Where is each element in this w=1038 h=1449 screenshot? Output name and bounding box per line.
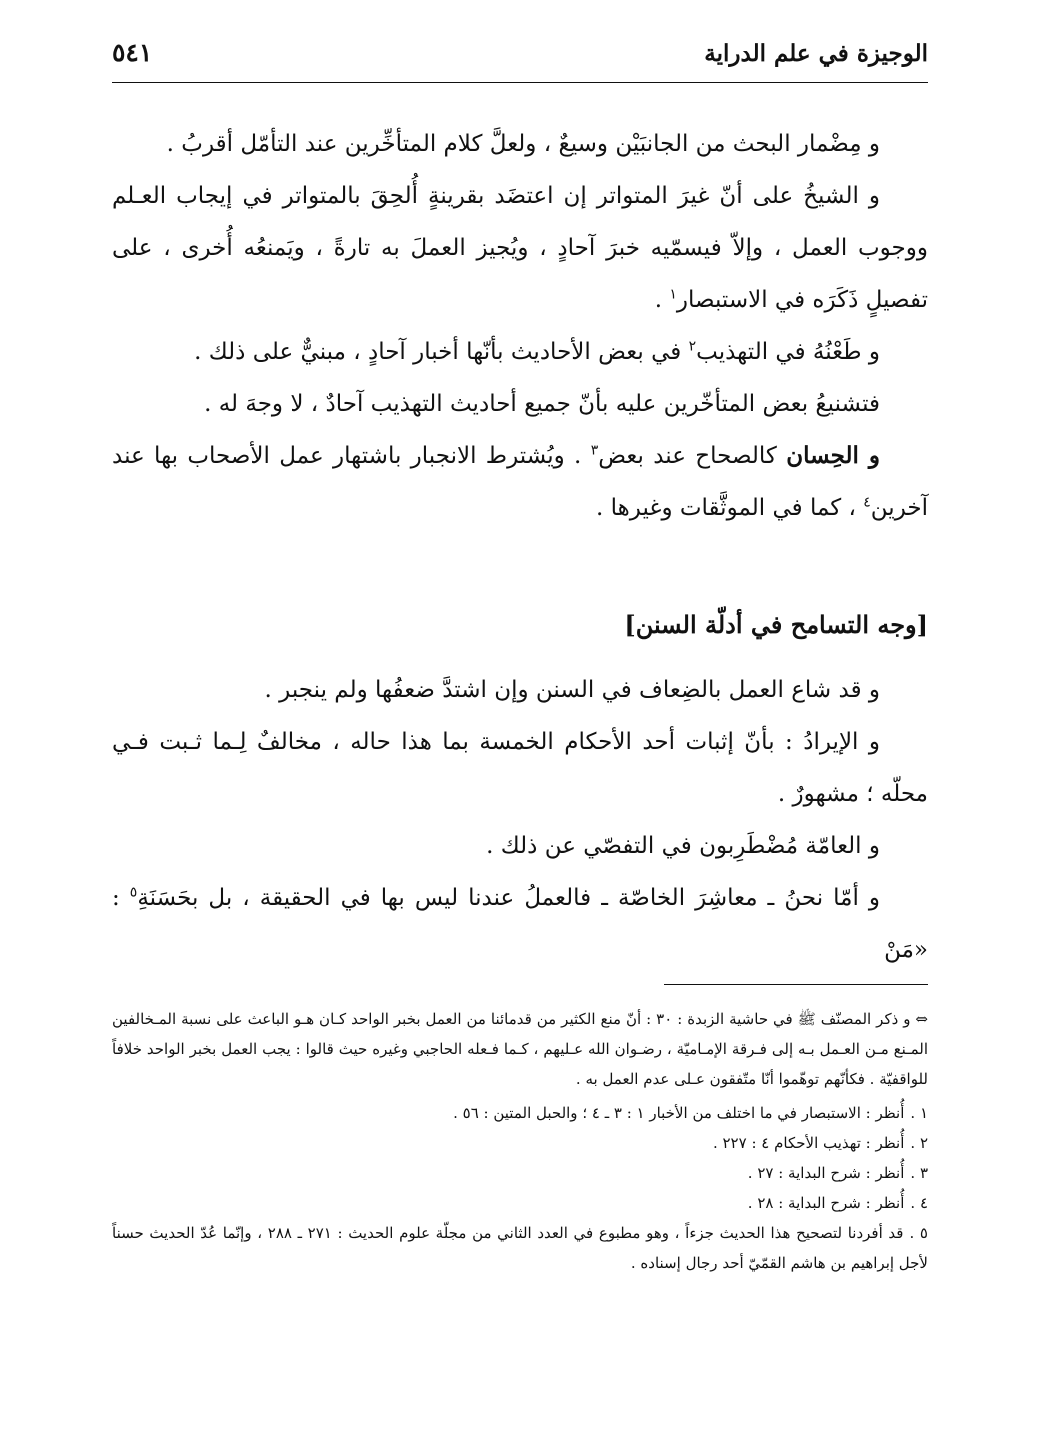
paragraph-text: . <box>654 287 663 313</box>
footnote-number: ٣ . <box>910 1164 928 1182</box>
footnote-item <box>112 1188 928 1218</box>
footnote-item <box>112 1158 928 1188</box>
paragraph <box>112 820 928 872</box>
paragraph-text: و العامّة مُضْطَرِبون في التفصّي عن ذلك . <box>486 833 880 859</box>
paragraph <box>112 326 928 378</box>
paragraph-text: و مِضْمار البحث من الجانبَيْن وسيعٌ ، ولعلَّ كلام المتأخِّرين عند التأمّل أقربُ . <box>166 131 880 157</box>
paragraph-text: ، كما في الموثَّقات وغيرها . <box>596 495 864 521</box>
footnote-text: أُنظر : شرح البداية : ٢٧ . <box>747 1164 905 1182</box>
footnote-ref[interactable]: ١ <box>669 286 677 303</box>
footnotes <box>112 1004 928 1278</box>
footnote-ref[interactable]: ٣ <box>590 442 599 459</box>
paragraph-text: و طَعْنُهُ في التهذيب <box>696 339 880 365</box>
paragraph <box>112 118 928 170</box>
page-header <box>112 34 928 84</box>
paragraph <box>112 872 928 976</box>
footnote-number: ٥ . <box>909 1224 928 1242</box>
footnote-ref[interactable]: ٢ <box>688 338 697 355</box>
footnote-continuation: ⇔ و ذكر المصنّف ﷺ في حاشية الزبدة : ٣٠ : أنّ منع الكثير من قدمائنا من العمل بخبر الواحد كـان هـو الباعث على نسبة المـخالفين المـنع مـن العـمل بـه إلى فـرقة الإمـاميّة ، رضـوان الله عـليهم ، كـما فـعله الحاجبي وغيره حيث قالوا : يجب العمل بخبر الواحد خلافاً للواقفيّة . فكأنّهم توهّموا أنّا متّفقون عـلى عدم العمل به . <box>112 1010 929 1088</box>
footnote-item <box>112 1098 928 1128</box>
running-title: الوجيزة في علم الدراية <box>704 40 928 67</box>
footnote-text: أُنظر : شرح البداية : ٢٨ . <box>747 1194 905 1212</box>
paragraph-text: و الإيرادُ : بأنّ إثبات أحد الأحكام الخمسة بما هذا حاله ، مخالفٌ لِـما ثـبت فـي محلّه ؛ مشهورٌ . <box>112 729 928 807</box>
footnote-ref[interactable]: ٥ <box>129 884 138 901</box>
paragraph-text: في بعض الأحاديث بأنّها أخبار آحادٍ ، مبنيٌّ على ذلك . <box>194 339 689 365</box>
bold-term: و الحِسان <box>786 442 880 469</box>
footnote-number: ٤ . <box>910 1194 928 1212</box>
paragraph-text: و قد شاع العمل بالضِعاف في السنن وإن اشتدَّ ضعفُها ولم ينجبر . <box>264 677 880 703</box>
paragraph <box>112 716 928 820</box>
footnote-number: ٢ . <box>910 1134 928 1152</box>
paragraph <box>112 378 928 430</box>
paragraph <box>112 430 928 534</box>
footnote-list <box>112 1098 928 1278</box>
paragraph-text: : «مَنْ <box>112 885 928 963</box>
footnote-item <box>112 1218 928 1278</box>
footnote-divider <box>664 984 928 985</box>
footnote-item <box>112 1128 928 1158</box>
footnote-text: أُنظر : الاستبصار في ما اختلف من الأخبار ١ : ٣ ـ ٤ ؛ والحبل المتين : ٥٦ . <box>453 1104 905 1122</box>
paragraph-text: و الشيخُ على أنّ غيرَ المتواتر إن اعتضَد بقرينةٍ أُلحِقَ بالمتواتر في إيجاب العـلم ووجوب العمل ، وإلاّ فيسمّيه خبرَ آحادٍ ، ويُجيز العملَ به تارةً ، ويَمنعُه أُخرى ، على تفصيلٍ ذَكَرَه في الاستبصار <box>112 183 928 313</box>
page-number: ٥٤١ <box>112 38 153 67</box>
header-divider <box>112 82 928 83</box>
paragraph-text: فتشنيعُ بعض المتأخّرين عليه بأنّ جميع أحاديث التهذيب آحادٌ ، لا وجهَ له . <box>204 391 880 417</box>
footnote-ref[interactable]: ٤ <box>863 494 871 511</box>
paragraph <box>112 170 928 326</box>
footnote-text: أُنظر : تهذيب الأحكام ٤ : ٢٢٧ . <box>712 1134 905 1152</box>
footnote-number: ١ . <box>910 1104 928 1122</box>
paragraph-text: . ويُشترط الانجبار باشتهار عمل الأصحاب بها عند آخرين <box>112 443 928 521</box>
section-heading: [وجه التسامح في أدلّة السنن] <box>624 610 928 639</box>
paragraph-text: كالصحاح عند بعض <box>598 443 787 469</box>
main-text <box>112 118 928 534</box>
paragraph <box>112 664 928 716</box>
section-text <box>112 664 928 976</box>
footnote-text: قد أفردنا لتصحيح هذا الحديث جزءاً ، وهو مطبوع في العدد الثاني من مجلّة علوم الحديث : ٢٧١ ـ ٢٨٨ ، وإنّما عُدّ الحديث حسناً لأجل إبراهيم بن هاشم القمّيّ أحد رجال إسناده . <box>112 1224 928 1272</box>
paragraph-text: و أمّا نحنُ ـ معاشِرَ الخاصّة ـ فالعملُ عندنا ليس بها في الحقيقة ، بل بحَسَنَةِ <box>137 885 881 911</box>
